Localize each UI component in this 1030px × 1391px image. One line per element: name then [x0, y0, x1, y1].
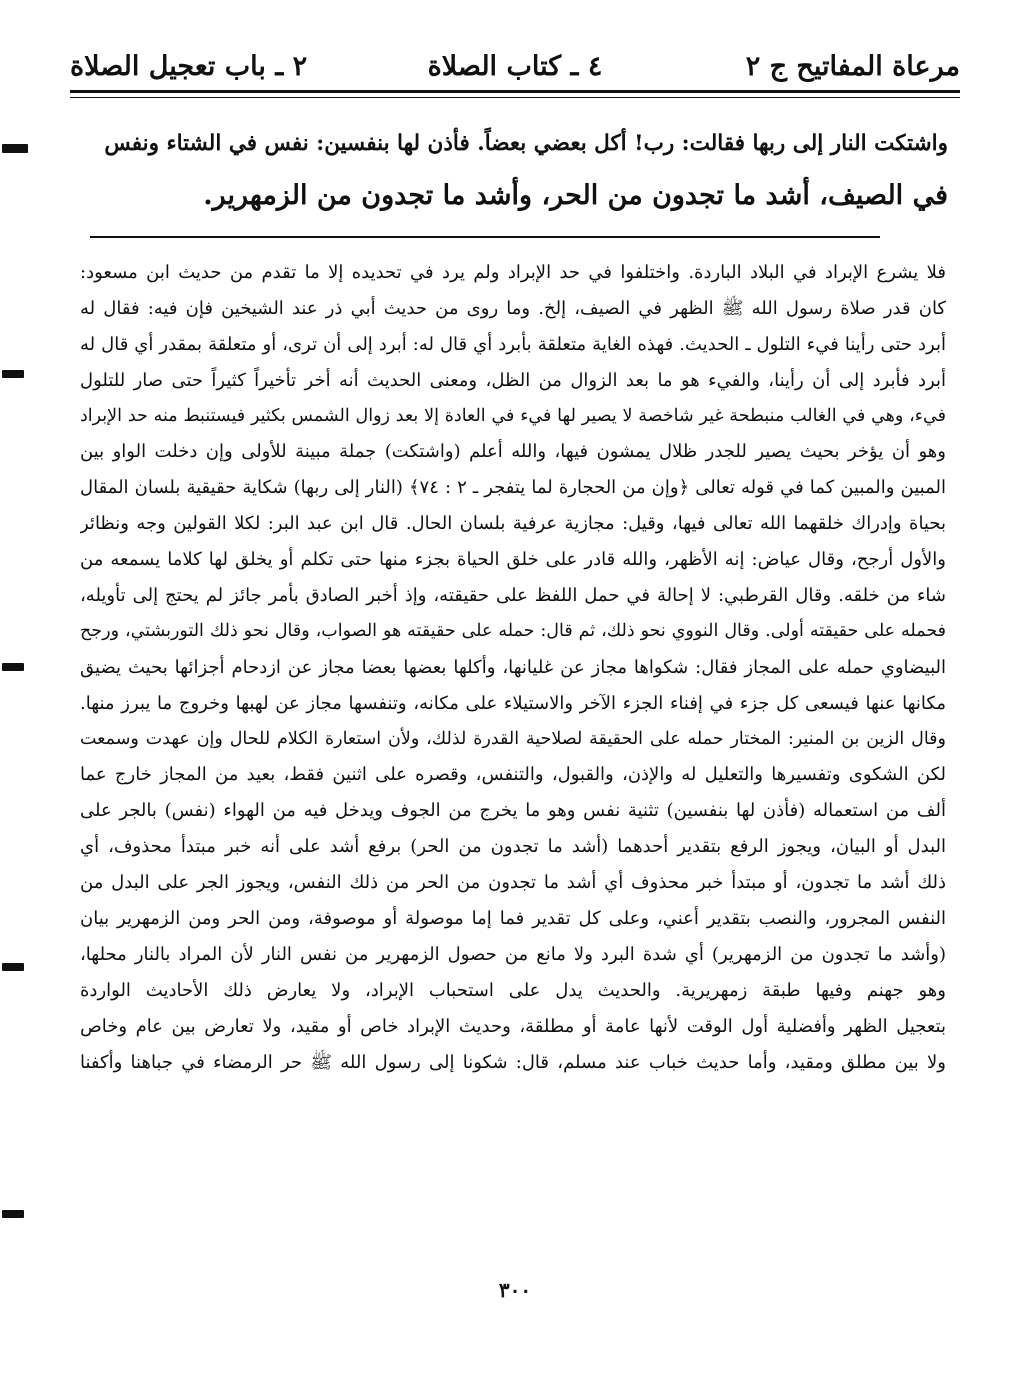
header-double-rule: [70, 90, 960, 98]
commentary-line: مكانها عنها فيسعى كل جزء في إفناء الجزء الآخر والاستيلاء على مكانه، وتنفسها مجاز عن لهبها وخروج ما يبرز منها.: [80, 692, 946, 714]
hadith-text: [88, 118, 948, 222]
commentary-line: لكن الشكوى وتفسيرها والتعليل له والإذن، والقبول، والتنفس، وقصره على اثنين فقط، بعيد من المجاز خارج عما: [80, 764, 946, 786]
commentary-line: والأول أرجح، وقال عياض: إنه الأظهر، والله قادر على خلق الحياة بجزء منها حتى تكلم أو يخلق لها كلاما يسمعه من: [80, 549, 946, 571]
commentary-line: وهو أن يؤخر بحيث يصير للجدر ظلال يمشون فيها، والله أعلم (واشتكت) جملة مبينة للأولى وإن دخلت الواو بين: [80, 441, 946, 463]
commentary-line: ألف من استعماله (فأذن لها بنفسين) تثنية نفس وهو ما يخرج من الجوف ويدخل فيه من الهواء (نفس) بالجر على: [80, 800, 946, 822]
commentary-line: وهو جهنم وفيها طبقة زمهريرية. والحديث يدل على استحباب الإبراد، ولا يعارض ذلك الأحاديث الواردة: [80, 979, 946, 1001]
commentary-line: فلا يشرع الإبراد في البلاد الباردة. واختلفوا في حد الإبراد ولم يرد في تحديده إلا ما تقدم من حديث ابن مسعود:: [80, 262, 946, 283]
commentary-line: البيضاوي حمله على المجاز فقال: شكواها مجاز عن غليانها، وأكلها بعضها بعضا مجاز عن ازدحام أجزائها بحيث يضيق: [80, 656, 946, 678]
commentary-line: (وأشد ما تجدون من الزمهرير) أي شدة البرد ولا مانع من حصول الزمهرير من نفس النار لأن المراد بالنار محلها،: [80, 943, 946, 965]
header-chapter-title: ٤ ـ كتاب الصلاة: [427, 50, 603, 82]
commentary-line: كان قدر صلاة رسول الله ﷺ الظهر في الصيف، إلخ. وما روى من حديث أبي ذر عند الشيخين فإن فيه: فقال له: [80, 297, 946, 319]
commentary-text: [80, 255, 946, 1080]
page-number: ٣٠٠: [498, 1278, 532, 1302]
commentary-line: المبين والمبين كما في قوله تعالى ﴿وإن من الحجارة لما يتفجر ـ ٢ : ٧٤﴾ (النار إلى ربها) شكاية حقيقية بلسان المقال: [80, 477, 946, 499]
margin-marker: [2, 663, 24, 671]
margin-marker: [2, 144, 28, 153]
commentary-line: ولا بين مطلق ومقيد، وأما حديث خباب عند مسلم، قال: شكونا إلى رسول الله ﷺ حر الرمضاء في جباهنا وأكفنا: [80, 1051, 946, 1073]
running-header: [70, 44, 960, 88]
margin-marker: [2, 1210, 24, 1218]
commentary-line: فحمله على حقيقته أولى. وقال النووي نحو ذلك، ثم قال: حمله على حقيقته هو الصواب، وقال نحو ذلك التوربشتي، ورجح: [80, 620, 946, 641]
commentary-line: أبرد فأبرد إلى أن رأينا، والفيء هو ما بعد الزوال من الظل، ومعنى الحديث أنه أخر تأخيراً كثيراً حتى صار للتلول: [80, 369, 946, 391]
margin-marker: [2, 963, 24, 971]
commentary-line: البدل أو البيان، ويجوز الرفع بتقدير أحدهما (أشد ما تجدون من الحر) برفع أشد على أنه خبر مبتدأ محذوف، أي: [80, 836, 946, 858]
commentary-line: بحياة وإدراك خلقهما الله تعالى فيها، وقيل: مجازية عرفية بلسان الحال. قال ابن عبد البر: لكلا القولين وجه ونظائر: [80, 513, 946, 535]
commentary-line: النفس المجرور، والنصب بتقدير أعني، وعلى كل تقدير فما إما موصولة أو موصوفة، ومن الحر ومن الزمهرير بيان: [80, 908, 946, 930]
hadith-line: واشتكت النار إلى ربها فقالت: رب! أكل بعضي بعضاً. فأذن لها بنفسين: نفس في الشتاء ونفس: [104, 131, 948, 156]
hadith-line: في الصيف، أشد ما تجدون من الحر، وأشد ما تجدون من الزمهرير.: [203, 180, 948, 211]
commentary-line: ذلك أشد ما تجدون، أو مبتدأ خبر محذوف أي أشد ما تجدون من الحر من ذلك النفس، ويجوز الجر على البدل من: [80, 872, 946, 894]
commentary-line: فيء، وهي في الغالب منبطحة غير شاخصة لا يصير لها فيء في العادة إلا بعد زوال الشمس بكثير فيستنبط منه حد الإبراد: [80, 405, 946, 426]
commentary-line: وقال الزين بن المنير: المختار حمله على الحقيقة لصلاحية القدرة لذلك، ولأن استعارة الكلام للحال وإن عهدت وسمعت: [80, 728, 946, 749]
separator-rule: [90, 236, 880, 238]
commentary-line: شاء من خلقه. وقال القرطبي: لا إحالة في حمل اللفظ على حقيقته، وإذ أخبر الصادق بأمر جائز لم يحتج إلى تأويله،: [80, 585, 946, 607]
header-section-title: ٢ ـ باب تعجيل الصلاة: [70, 50, 308, 82]
header-book-title: مرعاة المفاتيح ج ٢: [745, 50, 960, 82]
commentary-line: أبرد حتى رأينا فيء التلول ـ الحديث. فهذه الغاية متعلقة بأبرد أي قال له: أبرد إلى أن ترى، أو متعلقة بمقدر أي قال له: [80, 333, 946, 355]
commentary-line: بتعجيل الظهر وأفضلية أول الوقت لأنها عامة أو مطلقة، وحديث الإبراد خاص أو مقيد، ولا تعارض بين عام وخاص: [80, 1015, 946, 1037]
margin-marker: [2, 370, 24, 378]
